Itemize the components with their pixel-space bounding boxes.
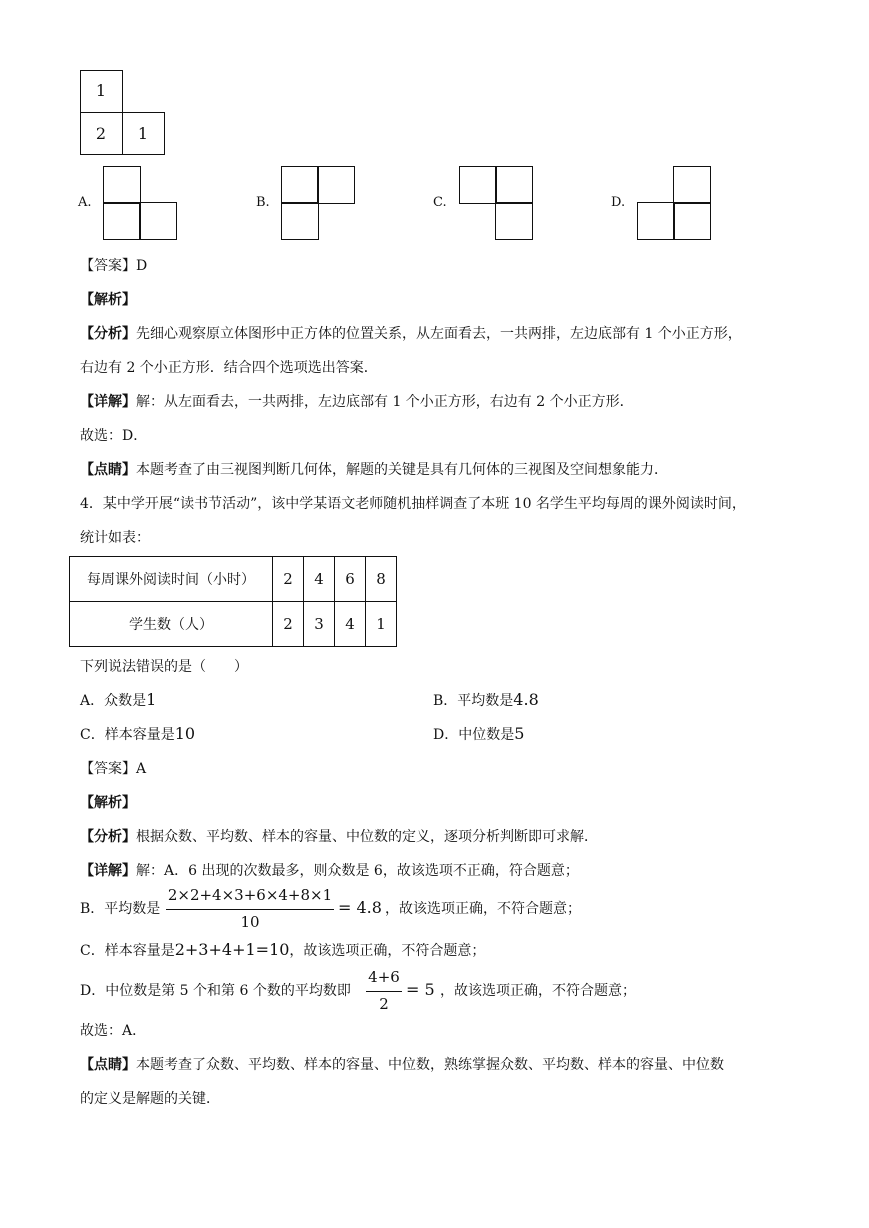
table-cell: 每周课外阅读时间（小时） [70,557,273,602]
q4-option-d [433,724,524,745]
b-numerator: 2×2+4×3+6×4+8×1 [167,886,333,904]
q3-xiangjie [80,392,634,412]
q3-fenxi-line1 [80,324,742,344]
option-text: C．样本容量是 [80,727,175,743]
figure-cell [139,202,177,240]
table-cell: 2 [273,602,304,647]
dianjing-text: 本题考查了由三视图判断几何体，解题的关键是具有几何体的三视图及空间想象能力． [136,462,668,478]
q4-option-b [433,690,539,711]
xiangjie-tag: 【详解】 [80,863,136,879]
top-view-number: 1 [95,81,107,100]
fenxi-tag: 【分析】 [80,829,136,845]
q4-d-prefix: D．中位数是第 5 个和第 6 个数的平均数即 [80,983,351,999]
top-view-number: 2 [95,124,107,143]
figure-cell [103,202,141,240]
table-row [70,557,397,602]
q4-b-prefix: B．平均数是 [80,901,161,917]
q4-dianjing-line1 [80,1055,724,1075]
q3-answer: 【答案】D [80,258,148,274]
option-text: A．众数是 [80,693,147,709]
xiangjie-text: 解：A．6 出现的次数最多，则众数是 6，故该选项不正确，符合题意； [136,863,579,879]
c-prefix: C．样本容量是 [80,943,175,959]
option-a-label: A. [78,195,92,210]
q4-stem-line2: 统计如表： [80,530,150,546]
q4-option-c [80,724,195,745]
option-value: 10 [174,724,196,743]
fenxi-tag: 【分析】 [80,326,136,342]
dianjing-tag: 【点睛】 [80,462,136,478]
xiangjie-tag: 【详解】 [80,394,136,410]
figure-cell [637,202,675,240]
q4-question: 下列说法错误的是（ ） [80,659,248,675]
figure-cell [673,202,711,240]
b-denominator: 10 [240,913,260,931]
figure-cell [673,166,711,204]
dianjing-text: 本题考查了众数、平均数、样本的容量、中位数，熟练掌握众数、平均数、样本的容量、中位数 [136,1057,724,1073]
figure-cell [495,166,533,204]
d-suffix: ，故该选项正确，不符合题意； [440,983,636,999]
dianjing-tag: 【点睛】 [80,1057,136,1073]
figure-cell [103,166,141,204]
option-b-label: B. [256,195,270,210]
b-fraction [166,886,334,934]
q4-xiangjie [80,861,579,881]
fenxi-text: 根据众数、平均数、样本的容量、中位数的定义，逐项分析判断即可求解． [136,829,598,845]
q3-analysis-heading: 【解析】 [80,292,136,308]
d-denominator: 2 [379,995,389,1013]
figure-cell [317,166,355,204]
q3-fenxi-line2: 右边有 2 个小正方形．结合四个选项选出答案． [80,360,378,376]
table-cell: 4 [304,557,335,602]
d-fraction [366,968,402,1016]
reading-time-table [69,556,397,647]
figure-cell [495,202,533,240]
table-row [70,602,397,647]
table-cell: 2 [273,557,304,602]
q4-stem-line1: 4．某中学开展“读书节活动”，该中学某语文老师随机抽样调查了本班 10 名学生平均每周的课外阅读时间， [80,496,746,512]
top-view-number: 1 [137,124,149,143]
b-suffix: ，故该选项正确，不符合题意； [385,901,581,917]
table-cell: 学生数（人） [70,602,273,647]
figure-cell [459,166,497,204]
option-c-label: C. [433,195,447,210]
option-text: D．中位数是 [433,727,515,743]
table-cell: 6 [335,557,366,602]
q3-final-choice: 故选：D． [80,428,148,444]
c-expr: 2+3+4+1=10 [174,940,290,959]
table-cell: 1 [366,602,397,647]
d-numerator: 4+6 [368,968,400,986]
option-d-label: D. [611,195,626,210]
option-value: 4.8 [513,690,539,709]
option-value: 5 [514,724,525,743]
xiangjie-text: 解：从左面看去，一共两排，左边底部有 1 个小正方形，右边有 2 个小正方形． [136,394,634,410]
option-value: 1 [146,690,157,709]
fenxi-text: 先细心观察原立体图形中正方体的位置关系，从左面看去，一共两排，左边底部有 1 个小正方形， [136,326,742,342]
table-cell: 4 [335,602,366,647]
figure-cell [281,166,319,204]
d-result: = 5 [406,980,435,999]
q4-dianjing-line2: 的定义是解题的关键． [80,1091,220,1107]
q4-c-line [80,940,485,961]
q3-dianjing [80,460,668,480]
table-cell: 3 [304,602,335,647]
figure-cell [281,202,319,240]
fraction-bar [166,909,334,910]
q4-answer: 【答案】A [80,761,147,777]
c-suffix: ，故该选项正确，不符合题意； [289,943,486,959]
q4-option-a [80,690,156,711]
b-result: = 4.8 [338,898,382,917]
fraction-bar [366,991,402,992]
table-cell: 8 [366,557,397,602]
option-text: B．平均数是 [433,693,514,709]
q4-analysis-heading: 【解析】 [80,795,136,811]
q4-fenxi [80,827,598,847]
q4-final-choice: 故选：A． [80,1023,147,1039]
